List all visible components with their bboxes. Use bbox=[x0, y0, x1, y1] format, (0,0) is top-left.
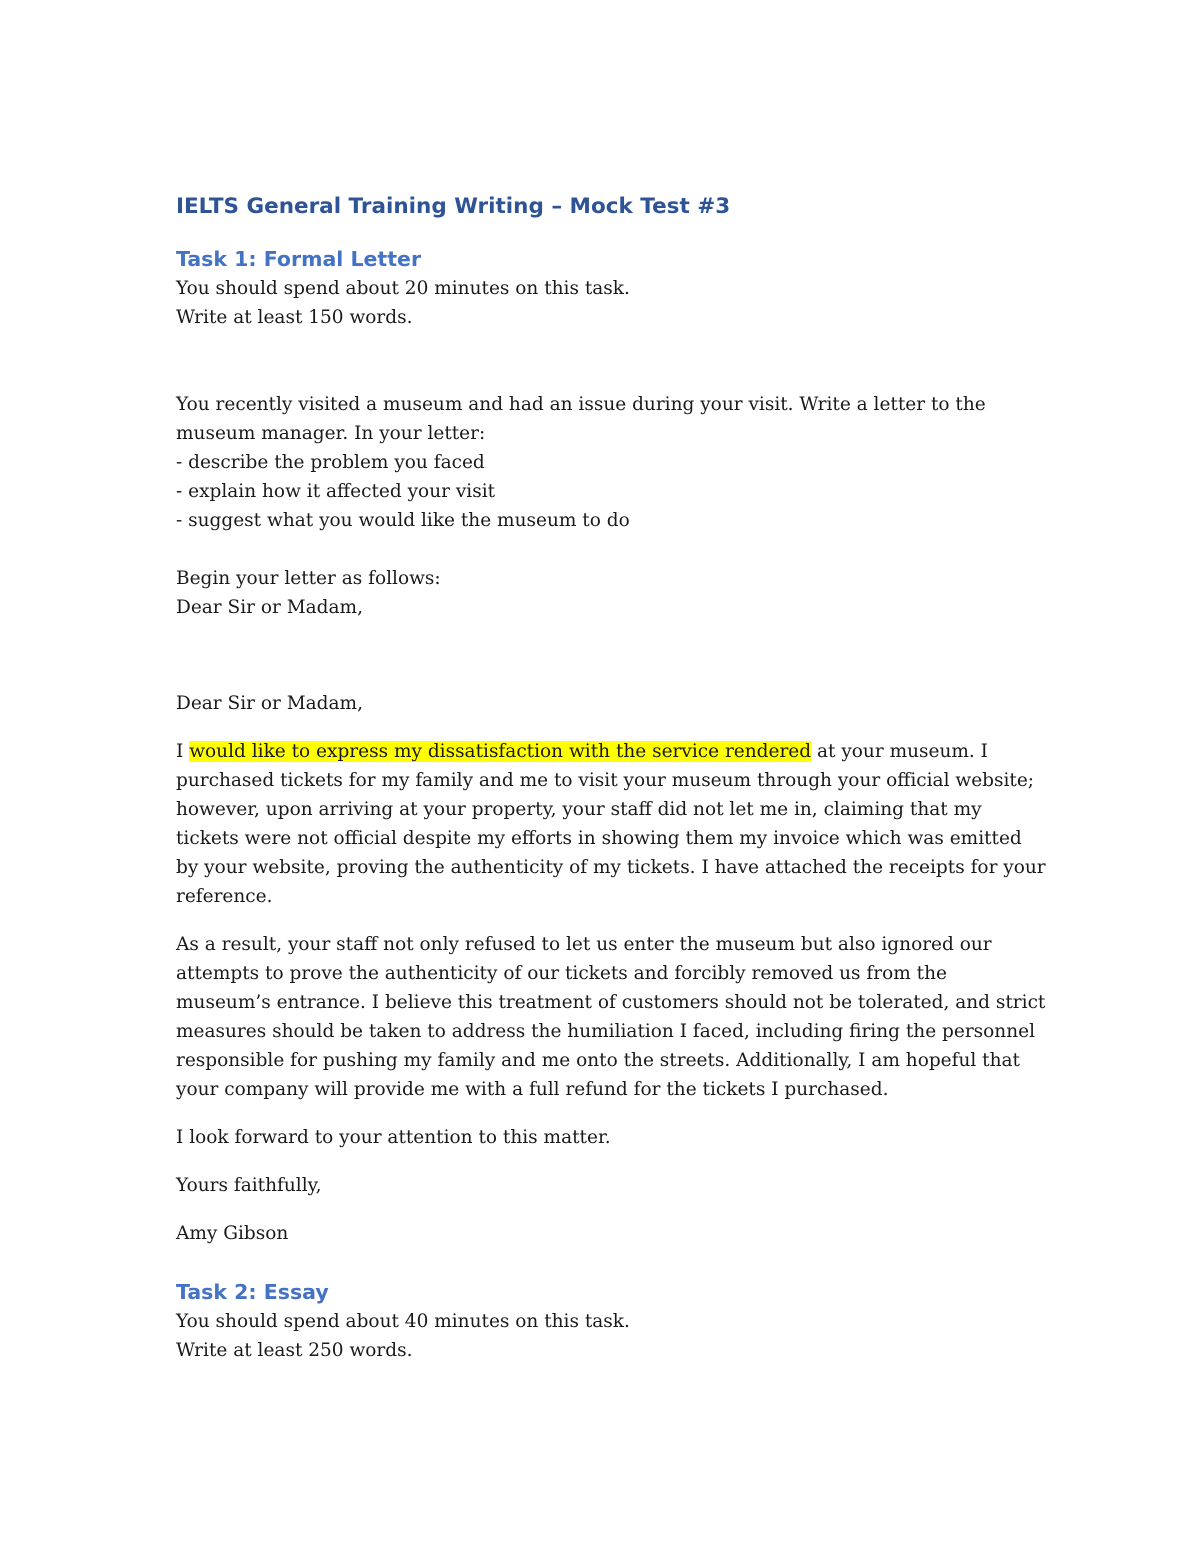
letter-line: however, upon arriving at your property, your staff did not let me in, claiming that my bbox=[176, 799, 982, 820]
letter-line: responsible for pushing my family and me onto the streets. Additionally, I am hopeful that bbox=[176, 1050, 1020, 1071]
task2-heading: Task 2: Essay bbox=[176, 1280, 329, 1304]
task1-prompt bbox=[176, 390, 1036, 535]
spacer bbox=[176, 680, 1036, 689]
letter-line bbox=[176, 737, 1036, 766]
letter-paragraph-1 bbox=[176, 737, 1046, 911]
letter-paragraph-2 bbox=[176, 930, 1046, 1104]
spacer bbox=[176, 535, 1036, 564]
task2-word-instruction: Write at least 250 words. bbox=[176, 1340, 413, 1361]
letter-line: your company will provide me with a full refund for the tickets I purchased. bbox=[176, 1079, 889, 1100]
spacer bbox=[176, 1267, 1036, 1277]
letter-line: attempts to prove the authenticity of our tickets and forcibly removed us from the bbox=[176, 963, 947, 984]
task1-prompt-bullet: - explain how it affected your visit bbox=[176, 481, 496, 502]
task1-heading: Task 1: Formal Letter bbox=[176, 247, 422, 271]
spacer bbox=[176, 332, 1036, 390]
letter-salutation: Dear Sir or Madam, bbox=[176, 693, 363, 714]
letter-signature: Amy Gibson bbox=[176, 1223, 289, 1244]
document-body bbox=[176, 190, 1046, 1365]
highlighted-text: would like to express my dissatisfaction with the service rendered bbox=[189, 741, 812, 762]
letter-line: tickets were not official despite my efforts in showing them my invoice which was emitted bbox=[176, 828, 1022, 849]
task1-prompt-line: You recently visited a museum and had an issue during your visit. Write a letter to the bbox=[176, 394, 986, 415]
spacer bbox=[176, 622, 1036, 680]
task1-time-instruction: You should spend about 20 minutes on this task. bbox=[176, 278, 630, 299]
letter-text: at your museum. I bbox=[811, 741, 988, 762]
task2-time-instruction: You should spend about 40 minutes on this task. bbox=[176, 1311, 630, 1332]
task1-begin-salutation: Dear Sir or Madam, bbox=[176, 597, 363, 618]
letter-line: by your website, proving the authenticity of my tickets. I have attached the receipts for your bbox=[176, 857, 1046, 878]
letter-line: As a result, your staff not only refused to let us enter the museum but also ignored our bbox=[176, 934, 992, 955]
letter-line: measures should be taken to address the humiliation I faced, including firing the personnel bbox=[176, 1021, 1036, 1042]
task1-word-instruction: Write at least 150 words. bbox=[176, 307, 413, 328]
letter-line: reference. bbox=[176, 886, 273, 907]
letter-sign-off: Yours faithfully, bbox=[176, 1175, 322, 1196]
task1-prompt-bullet: - suggest what you would like the museum to do bbox=[176, 510, 630, 531]
letter-line: museum’s entrance. I believe this treatment of customers should not be tolerated, and strict bbox=[176, 992, 1046, 1013]
letter-closing-line: I look forward to your attention to this matter. bbox=[176, 1127, 611, 1148]
letter-text: I bbox=[176, 741, 190, 762]
letter-line: purchased tickets for my family and me to visit your museum through your official website; bbox=[176, 770, 1035, 791]
task1-prompt-line: museum manager. In your letter: bbox=[176, 423, 486, 444]
task1-prompt-bullet: - describe the problem you faced bbox=[176, 452, 485, 473]
document-title: IELTS General Training Writing – Mock Test #3 bbox=[176, 194, 731, 219]
task1-begin-label: Begin your letter as follows: bbox=[176, 568, 441, 589]
